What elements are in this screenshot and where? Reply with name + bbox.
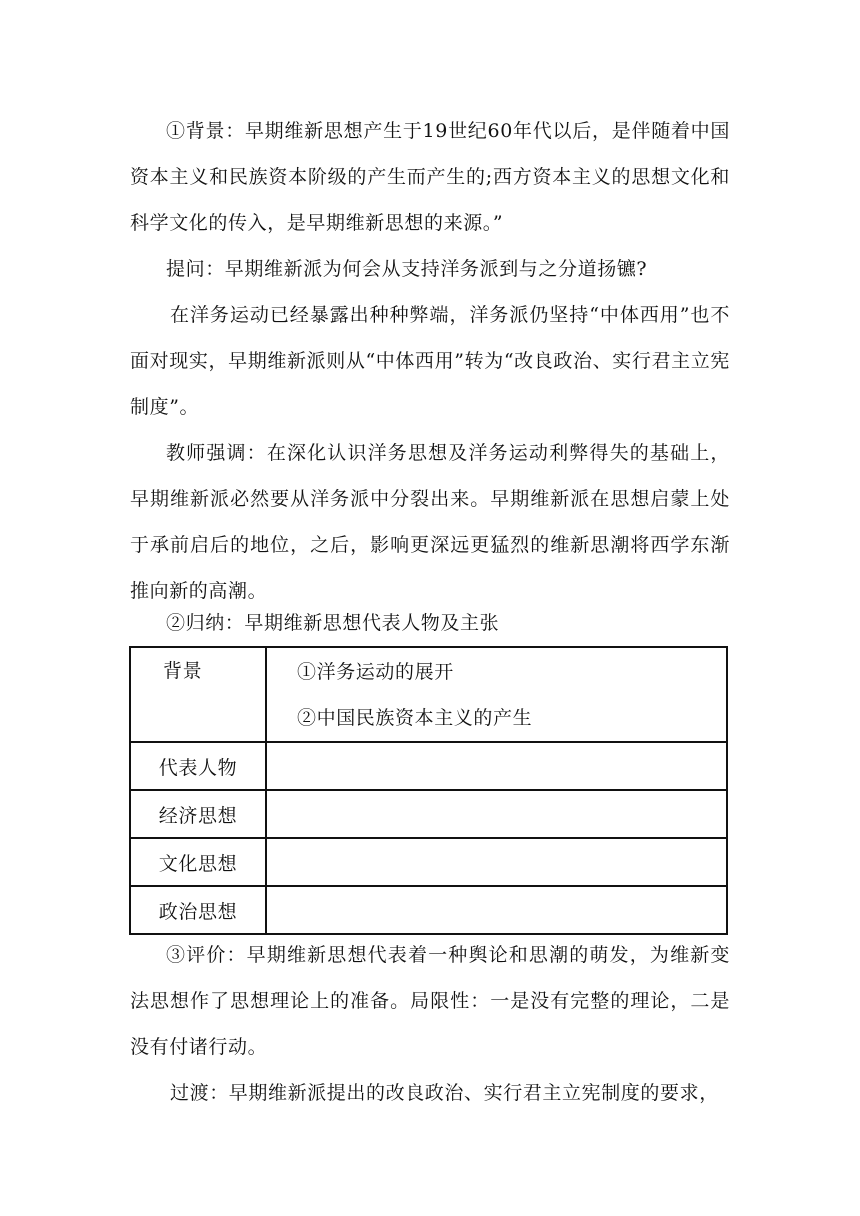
table-cell-line: ①洋务运动的展开 <box>297 660 454 683</box>
table-label-cell: 文化思想 <box>130 838 266 886</box>
paragraph-answer: 在洋务运动已经暴露出种种弊端，洋务派仍坚持“中体西用”也不面对现实，早期维新派则从“中体西用”转为“改良政治、实行君主立宪制度”。 <box>130 304 730 418</box>
paragraph-background: ①背景：早期维新思想产生于19世纪60年代以后，是伴随着中国资本主义和民族资本阶级的产生而产生的;西方资本主义的思想文化和科学文化的传入，是早期维新思想的来源。” <box>130 120 730 234</box>
table-label-cell: 背景 <box>130 647 266 742</box>
summary-table <box>129 646 728 935</box>
table-value-cell <box>266 742 727 790</box>
table-row <box>130 742 727 790</box>
paragraph-teacher-emphasis: 教师强调：在深化认识洋务思想及洋务运动利弊得失的基础上，早期维新派必然要从洋务派中分裂出来。早期维新派在思想启蒙上处于承前启后的地位，之后，影响更深远更猛烈的维新思潮将西学东渐推向新的高潮。 <box>130 442 730 602</box>
table-value-cell <box>266 838 727 886</box>
table-value-cell <box>266 790 727 838</box>
table-label-cell: 政治思想 <box>130 886 266 934</box>
table-label-cell: 经济思想 <box>130 790 266 838</box>
paragraph-question: 提问：早期维新派为何会从支持洋务派到与之分道扬镳? <box>166 258 648 280</box>
table-cell-line: ②中国民族资本主义的产生 <box>297 706 533 729</box>
paragraph-transition: 过渡：早期维新派提出的改良政治、实行君主立宪制度的要求， <box>170 1082 719 1104</box>
table-row <box>130 647 727 742</box>
table-value-cell <box>266 886 727 934</box>
table-row <box>130 838 727 886</box>
table-row <box>130 886 727 934</box>
table-row <box>130 790 727 838</box>
table-label-cell: 代表人物 <box>130 742 266 790</box>
paragraph-evaluation: ③评价：早期维新思想代表着一种舆论和思潮的萌发，为维新变法思想作了思想理论上的准备。局限性：一是没有完整的理论，二是没有付诸行动。 <box>130 944 730 1058</box>
table-value-cell <box>266 647 727 742</box>
section-heading-summary: ②归纳：早期维新思想代表人物及主张 <box>166 612 500 634</box>
